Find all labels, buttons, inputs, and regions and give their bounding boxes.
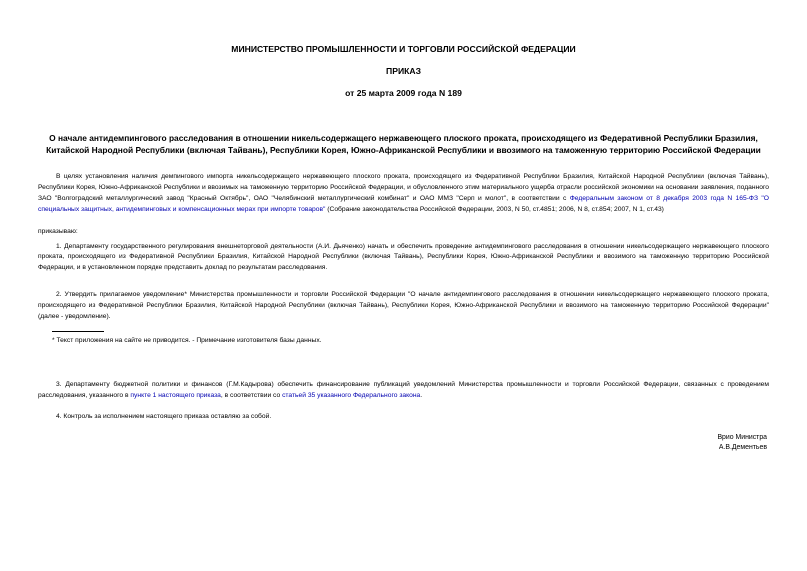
preamble-paragraph: [38, 172, 769, 216]
signatory-name: А.В.Дементьев: [718, 444, 767, 452]
document-date-number: от 25 марта 2009 года N 189: [345, 88, 462, 98]
item-2-paragraph: 2. Утвердить прилагаемое уведомление* Министерства промышленности и торговли Российской Федерации "О начале антидемпингового расследования в отношении никельсодержащего нержавеющего плоского проката, происходящего из Федеративной Республики Бразилия, Китайской Народной Республики (включая Тайвань), Республики Корея, Южно-Африканской Республики и ввозимого на таможенную территорию Российской Федерации" (далее - уведомление).: [38, 291, 769, 321]
federal-law-link[interactable]: Федеральным законом от 8 декабря 2003 года N 165-ФЗ "О специальных защитных, антидемпинговых и компенсационных мерах при импорте товаров": [38, 194, 769, 213]
item-1-paragraph: 1. Департаменту государственного регулирования внешнеторговой деятельности (А.И. Дьяченко) начать и обеспечить проведение антидемпингового расследования в отношении никельсодержащего нержавеющего плоского проката, происходящего из Федеративной Республики Бразилия, Китайской Народной Республики (включая Тайвань), Республики Корея, Южно-Африканской Республики и ввозимого на таможенную территорию Российской Федерации, и в установленном порядке представить доклад по результатам расследования.: [38, 242, 769, 272]
item-3-text-3: .: [420, 391, 423, 399]
signature-block: [38, 433, 769, 454]
item-3-text-2: , в соответствии со: [220, 391, 283, 399]
footnote: * Текст приложения на сайте не приводится. - Примечание изготовителя базы данных.: [52, 336, 322, 344]
item-4-paragraph: 4. Контроль за исполнением настоящего приказа оставляю за собой.: [56, 412, 272, 420]
footnote-divider: [52, 331, 104, 332]
document-type: ПРИКАЗ: [386, 66, 421, 76]
document-subject: О начале антидемпингового расследования в отношении никельсодержащего нержавеющего плоского проката, происходящего из Федеративной Республики Бразилия, Китайской Народной Республики (включая Тайвань), Республики Корея, Южно-Африканской Республики и ввозимого на таможенную территорию Российской Федерации: [46, 133, 761, 155]
preamble-text-2: (Собрание законодательства Российской Федерации, 2003, N 50, ст.4851; 2006, N 8, ст.854; 2007, N 1, ст.43): [325, 205, 664, 213]
item-3-text-1: 3. Департаменту бюджетной политики и финансов (Г.М.Кадырова) обеспечить финансирование публикаций уведомлений Министерства промышленности и торговли Российской Федерации, связанных с проведением расследования, указанного в: [38, 380, 769, 399]
item-1-reference-link[interactable]: пункте 1 настоящего приказа: [130, 391, 221, 399]
preamble-text-1: В целях установления наличия демпингового импорта никельсодержащего нержавеющего плоского проката, происходящего из Федеративной Республики Бразилия, Китайской Народной Республики (включая Тайвань), Республики Корея, Южно-Африканской Республики и ввозимых на таможенную территорию Российской Федерации, и обусловленного этим материального ущерба отрасли российской экономики на основании заявления, поданного ЗАО "Волгоградский металлургический завод "Красный Октябрь", ОАО "Челябинский металлургический комбинат" и ОАО ММЗ "Серп и молот", в соответствии с: [38, 173, 769, 202]
signatory-position: Врио Министра: [717, 433, 767, 441]
order-word: приказываю:: [38, 227, 78, 235]
item-3-paragraph: [38, 380, 769, 402]
article-35-link[interactable]: статьей 35 указанного Федерального закона: [282, 391, 421, 399]
ministry-title: МИНИСТЕРСТВО ПРОМЫШЛЕННОСТИ И ТОРГОВЛИ РОССИЙСКОЙ ФЕДЕРАЦИИ: [231, 44, 576, 54]
